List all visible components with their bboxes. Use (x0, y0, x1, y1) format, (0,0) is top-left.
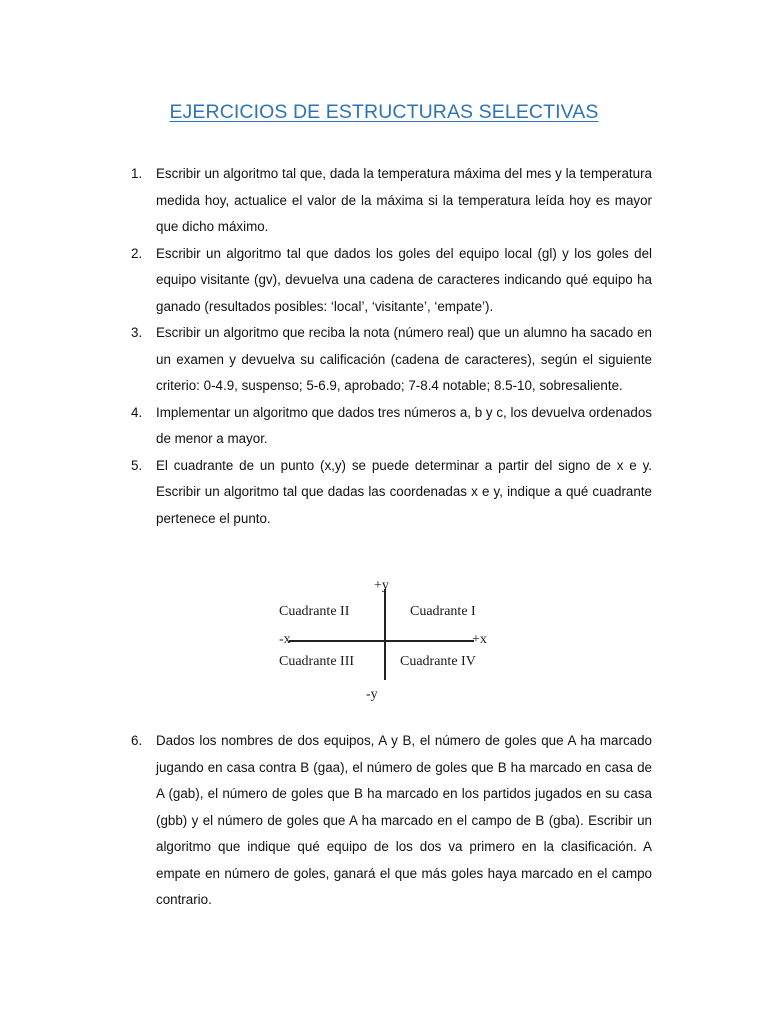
list-item (126, 453, 652, 533)
item-text: Escribir un algoritmo tal que dados los goles del equipo local (gl) y los goles del equipo visitante (gv), devuelva una cadena de caracteres indicando qué equipo ha ganado (resultados posibles: ‘local’, ‘visitante’, ‘empate’). (156, 245, 652, 314)
negative-y-label: -y (366, 687, 378, 702)
item-number: 6. (131, 733, 143, 748)
item-number: 3. (131, 325, 143, 340)
page-title: EJERCICIOS DE ESTRUCTURAS SELECTIVAS (169, 101, 599, 123)
item-number: 1. (131, 166, 143, 181)
y-axis-line (384, 589, 386, 680)
quadrant-iii-label: Cuadrante III (279, 654, 355, 669)
item-number: 4. (131, 404, 143, 420)
item-number: 2. (131, 245, 143, 261)
quadrant-ii-label: Cuadrante II (279, 604, 350, 619)
item-number: 5. (131, 457, 143, 473)
exercise-list (126, 161, 652, 532)
negative-x-label: -x (279, 632, 291, 647)
list-item (126, 241, 652, 321)
quadrant-i-label: Cuadrante I (410, 604, 476, 619)
exercise-list-continued (126, 728, 652, 914)
list-item (126, 728, 652, 914)
item-text: Escribir un algoritmo tal que, dada la temperatura máxima del mes y la temperatura medida hoy, actualice el valor de la máxima si la temperatura leída hoy es mayor que dicho máximo. (156, 166, 652, 234)
quadrant-iv-label: Cuadrante IV (400, 654, 476, 669)
x-axis-line (289, 640, 474, 642)
item-text: El cuadrante de un punto (x,y) se puede determinar a partir del signo de x e y. Escribir un algoritmo tal que dadas las coordenadas x e y, indique a qué cuadrante pertenece el punto. (156, 457, 652, 526)
item-text: Escribir un algoritmo que reciba la nota (número real) que un alumno ha sacado en un examen y devuelva su calificación (cadena de caracteres), según el siguiente criterio: 0-4.9, suspenso; 5-6.9, aprobado; 7-8.4 notable; 8.5-10, sobresaliente. (156, 325, 652, 393)
list-item (126, 400, 652, 453)
positive-y-label: +y (374, 578, 389, 593)
list-item (126, 161, 652, 241)
positive-x-label: +x (472, 632, 487, 647)
quadrant-diagram (262, 578, 494, 708)
item-text: Dados los nombres de dos equipos, A y B, el número de goles que A ha marcado jugando en casa contra B (gaa), el número de goles que B ha marcado en casa de A (gab), el número de goles que B ha marcado en los partidos jugados en su casa (gbb) y el número de goles que A ha marcado en el campo de B (gba). Escribir un algoritmo que indique qué equipo de los dos va primero en la clasificación. A empate en número de goles, ganará el que más goles haya marcado en el campo contrario. (156, 733, 652, 907)
list-item (126, 320, 652, 400)
item-text: Implementar un algoritmo que dados tres números a, b y c, los devuelva ordenados de menor a mayor. (156, 404, 652, 446)
